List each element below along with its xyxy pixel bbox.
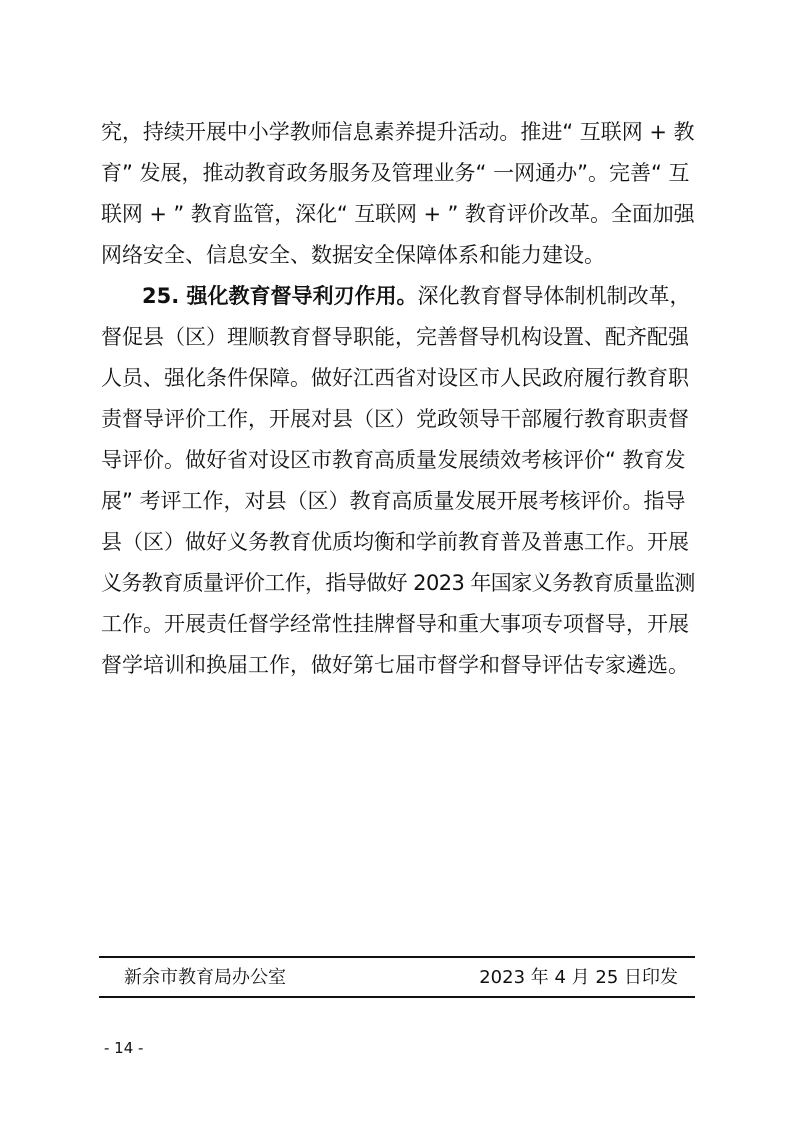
footer-issuer: 新余市教育局办公室 — [124, 967, 286, 988]
body-line: 展” 考评工作，对县（区）教育高质量发展开展考核评价。指导 — [101, 489, 686, 513]
body-line: 育” 发展，推动教育政务服务及管理业务“ 一网通办”。完善“ 互 — [101, 161, 690, 185]
body-line: 联网 + ” 教育监管，深化“ 互联网 + ” 教育评价改革。全面加强 — [101, 202, 695, 226]
body-text: 深化教育督导体制机制改革， — [417, 284, 691, 308]
body-line: 工作。开展责任督学经常性挂牌督导和重大事项专项督导，开展 — [101, 612, 689, 636]
section-heading-line — [142, 276, 695, 316]
body-line: 网络安全、信息安全、数据安全保障体系和能力建设。 — [101, 243, 605, 267]
body-line: 责督导评价工作，开展对县（区）党政领导干部履行教育职责督 — [101, 407, 689, 431]
body-line: 督促县（区）理顺教育督导职能，完善督导机构设置、配齐配强 — [101, 325, 689, 349]
footer-bottom-rule — [99, 996, 695, 998]
section-heading: 25. 强化教育督导利刃作用。 — [142, 284, 418, 308]
page-number: - 14 - — [104, 1039, 144, 1057]
body-line: 究，持续开展中小学教师信息素养提升活动。推进“ 互联网 + 教 — [101, 120, 695, 144]
footer-top-rule — [99, 956, 695, 958]
body-line: 义务教育质量评价工作，指导做好 2023 年国家义务教育质量监测 — [101, 571, 695, 595]
footer-date: 2023 年 4 月 25 日印发 — [479, 967, 678, 988]
body-line: 人员、强化条件保障。做好江西省对设区市人民政府履行教育职 — [101, 366, 689, 390]
body-line: 督学培训和换届工作，做好第七届市督学和督导评估专家遴选。 — [101, 653, 689, 677]
body-line: 导评价。做好省对设区市教育高质量发展绩效考核评价“ 教育发 — [101, 448, 686, 472]
body-line: 县（区）做好义务教育优质均衡和学前教育普及普惠工作。开展 — [101, 530, 689, 554]
